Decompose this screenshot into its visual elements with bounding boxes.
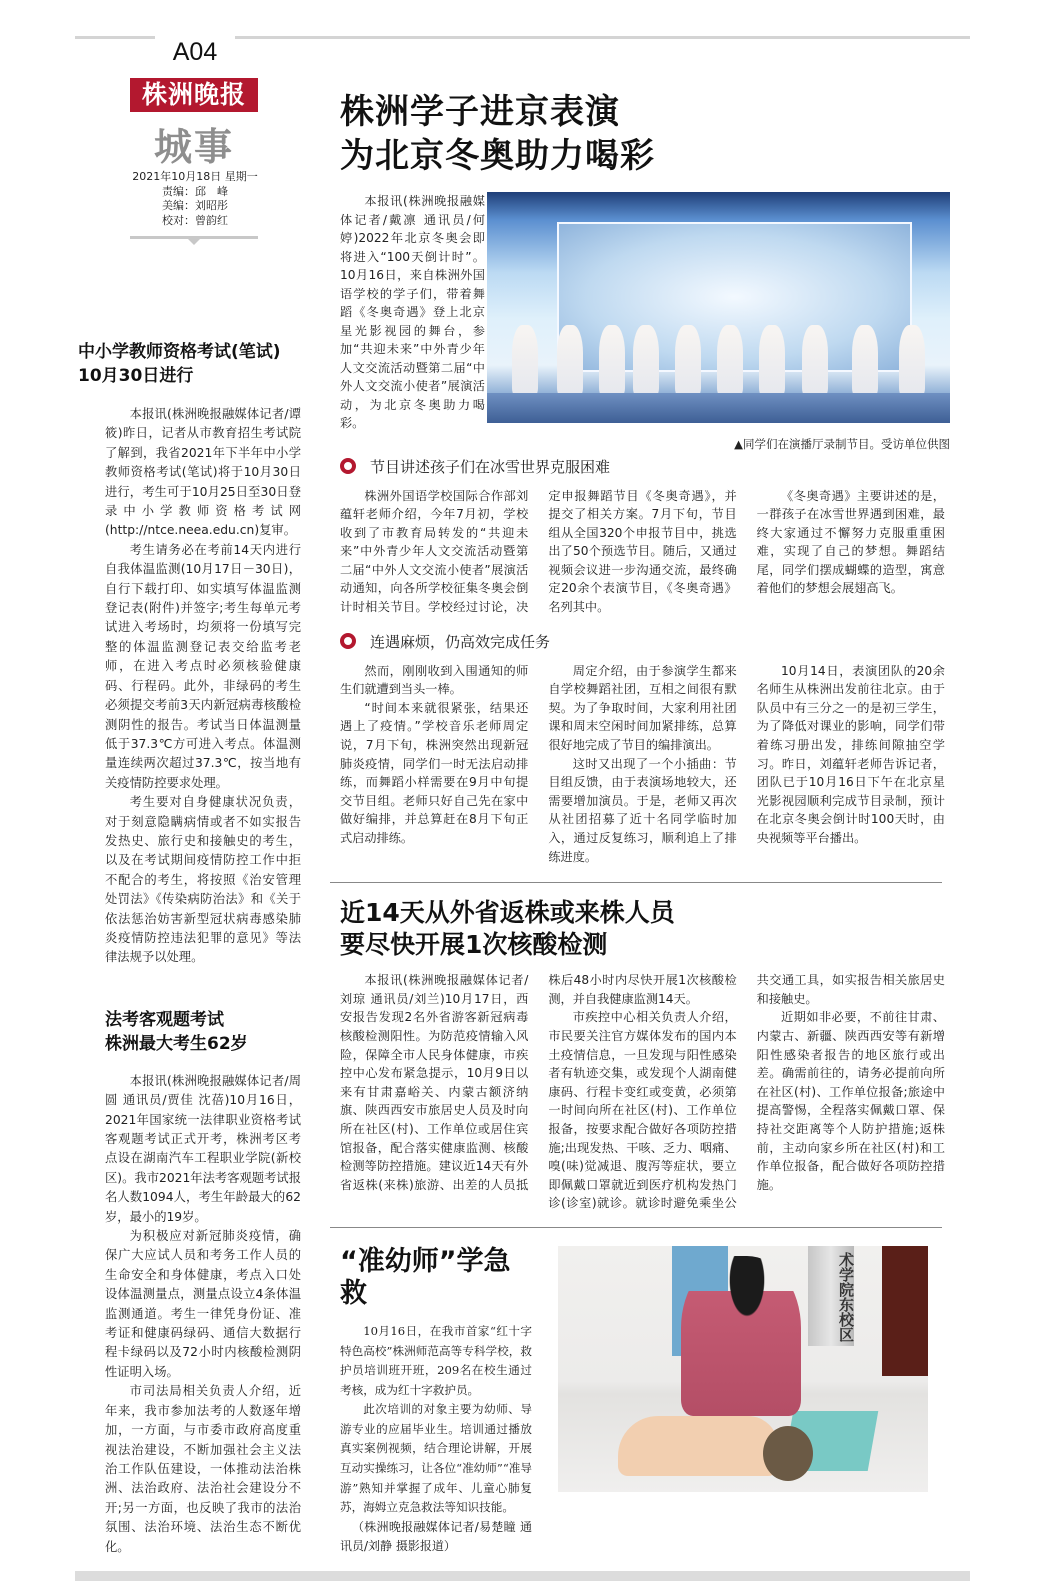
article-divider [330, 1227, 942, 1228]
main-headline [340, 90, 950, 178]
door [882, 1246, 928, 1376]
proofreader-credit: 校对：曾韵红 [162, 213, 228, 227]
paragraph: 《冬奥奇遇》主要讲述的是，一群孩子在冰雪世界遇到困难，最终大家通过不懈努力克服重重困难，实现了自己的梦想。舞蹈结尾，同学们摆成蝴蝶的造型，寓意着他们的梦想会展翅高飞。 [756, 488, 945, 596]
headline-line: 法考客观题考试 [105, 1009, 224, 1030]
article-law-exam [105, 1008, 303, 1557]
dancer-figure [759, 325, 785, 395]
bottom-rule [75, 1571, 970, 1581]
main-intro: 本报讯(株洲晚报融媒体记者/戴凛 通讯员/何婷)2022年北京冬奥会即将进入“100天倒计时”。10月16日，来自株洲外国语学校的学子们，带着舞蹈《冬奥奇遇》登上北京星光影视园的舞台，参加“共迎未来”中外青少年人文交流活动暨第二届“中外人文交流小使者”展演活动，为北京冬奥助力喝彩。 [340, 194, 485, 430]
article-teacher-exam [78, 340, 303, 968]
headline-line: 为北京冬奥助力喝彩 [340, 136, 655, 176]
section-2-body [340, 662, 945, 867]
manikin-head [763, 1426, 813, 1481]
paragraph: 这时又出现了一个小插曲：节目组反馈，由于表演场地较大，还需要增加演员。于是，老师又再次从社团招募了近十名同学临时加入，通过反复练习，顺利追上了排练进度。 [548, 756, 737, 864]
headline-line: 株洲最大考生62岁 [105, 1033, 248, 1054]
article-divider [330, 882, 942, 883]
dancer-figure [852, 325, 878, 395]
paragraph: 市疾控中心相关负责人介绍，市民要关注官方媒体发布的国内本土疫情信息，一旦发现与阳性感染者有轨迹交集，或发现个人湖南健康码、行程卡变红或变黄，必须第一时间向所在社区(村)、工作单位报备，按要求配合做好各项防控措施;出现发热、干咳、乏力、咽痛、嗅(味)觉减退、腹泻等症状，要立即佩戴口罩就近到医疗机构发热门诊(诊室)就诊。就诊时避免乘坐公共交通工具，如实报告相关旅居史和接触史。 [548, 973, 945, 1211]
stage-floor [487, 393, 950, 423]
dancer-figure [633, 325, 659, 395]
right-column [340, 90, 950, 1557]
section-name: 城事 [153, 124, 234, 169]
dancer-figure [599, 325, 625, 395]
subheading-text: 节目讲述孩子们在冰雪世界克服困难 [370, 457, 611, 476]
nucleic-test-headline [340, 897, 950, 961]
paragraph: 本报讯(株洲晚报融媒体记者/谭筱)昨日，记者从市教育招生考试院了解到，我省2021年下半年中小学教师资格考试(笔试)将于10月30日进行，考生可于10月25日至30日登录中小学教师资格考试网(http://ntce.neea.edu.cn)复审。 [105, 407, 301, 538]
red-ring-icon [340, 633, 356, 649]
page-body [78, 0, 1028, 1557]
paragraph: 10月14日，表演团队的20余名师生从株洲出发前往北京。由于队员中有三分之一的是初三学生，为了降低对课业的影响，同学们带着练习册出发，排练间隙抽空学习。昨日，刘蕴轩老师告诉记者，团队已于10月16日下午在北京星光影视园顺利完成节目录制，预计在北京冬奥会倒计时100天时，由央视频等平台播出。 [756, 663, 945, 845]
left-column [78, 90, 303, 1557]
paragraph: 考生要对自身健康状况负责，对于刻意隐瞒病情或者不如实报告发热史、旅行史和接触史的考生，以及在考试期间疫情防控工作中拒不配合的考生，将按照《治安管理处罚法》《传染病防治法》和《关于依法惩治妨害新型冠状病毒感染肺炎疫情防控违法犯罪的意见》等法律法规予以处理。 [105, 795, 301, 965]
paragraph: 然而，刚刚收到入围通知的师生们就遭到当头一棒。 [340, 663, 529, 697]
designer-credit: 美编：刘昭彤 [162, 199, 228, 212]
byline: （株洲晚报融媒体记者/易楚瞳 通讯员/刘静 摄影报道） [340, 1519, 532, 1554]
dancer-figure [717, 325, 743, 395]
first-aid-text [340, 1246, 532, 1557]
first-aid-article [340, 1246, 950, 1557]
page-number: A04 [172, 38, 218, 66]
dancer-figure [512, 325, 538, 395]
cpr-manikin [618, 1416, 778, 1476]
paragraph: 市司法局相关负责人介绍，近年来，我市参加法考的人数逐年增加，一方面，与市委市政府高度重视法治建设，不断加强社会主义法治工作队伍建设，一体推动法治株洲、法治政府、法治社会建设分不开;另一方面，也反映了我市的法治氛围、法治环境、法治生态不断优化。 [105, 1384, 301, 1554]
paragraph: 近期如非必要，不前往甘肃、内蒙古、新疆、陕西西安等有新增阳性感染者报告的地区旅行或出差。确需前往的，请务必提前向所在社区(村)、工作单位报备;旅途中提高警惕，全程落实佩戴口罩、保持社交距离等个人防护措施;返株前，主动向家乡所在社区(村)和工作单位报备，配合做好各项防控措施。 [756, 1010, 945, 1192]
subheading-2 [340, 631, 950, 652]
first-aid-training-photo [558, 1246, 928, 1492]
nucleic-test-body [340, 971, 945, 1213]
dancer-figure [802, 325, 828, 395]
headline [78, 340, 303, 388]
headline-line: 要尽快开展1次核酸检测 [340, 930, 608, 960]
dancer-figure [675, 325, 701, 395]
red-ring-icon [340, 458, 356, 474]
stage-performance-photo [487, 192, 950, 423]
first-aid-body [340, 1322, 532, 1557]
paragraph: “时间本来就很紧张，结果还遇上了疫情。”学校音乐老师周定说，7月下旬，株洲突然出现新冠肺炎疫情，同学们一时无法启动排练，而舞蹈小样需要在9月中旬提交节目组。老师只好自己先在家中做好编排，并总算赶在8月下旬正式启动排练。 [340, 700, 529, 845]
headline [105, 1008, 303, 1056]
dancer-figure [899, 325, 925, 395]
issue-date: 2021年10月18日 星期一 [132, 170, 258, 183]
paragraph: 此次培训的对象主要为幼师、导游专业的应届毕业生。培训通过播放真实案例视频，结合理论讲解，开展互动实操练习，让各位“准幼师”“准导游”熟知并掌握了成年、儿童心肺复苏，海姆立克急救法等知识技能。 [340, 1402, 532, 1515]
paragraph: 本报讯(株洲晚报融媒体记者/刘琼 通讯员/刘兰)10月17日，西安报告发现2名外省游客新冠病毒核酸检测阳性。为防范疫情输入风险，保障全市人民身体健康，市疾控中心发布紧急提示，10月9日以来有甘肃嘉峪关、内蒙古额济纳旗、陕西西安市旅居史人员及时向所在社区(村)、工作单位或居住宾馆报备，配合落实健康监测、核酸检测等防控措施。建议近14天有外省返株(来株)旅游、出差的人员抵株后48小时内尽快开展1次核酸检测，并自我健康监测14天。 [340, 973, 737, 1192]
paragraph: 株洲外国语学校国际合作部刘蕴轩老师介绍，今年7月初，学校收到了市教育局转发的“共迎未来”中外青少年人文交流活动暨第二届“中外人文交流小使者”展演活动通知，向各所学校征集冬奥会倒计时相关节目。学校经过讨论，决定申报舞蹈节目《冬奥奇遇》，并提交了相关方案。7月下旬，节目组从全国320个申报节目中，挑选出了50个预选节目。随后，又通过视频会议进一步沟通交流，最终确定20余个表演节目，《冬奥奇遇》名列其中。 [340, 488, 737, 615]
photo-caption: ▲同学们在演播厅录制节目。受访单位供图 [734, 436, 950, 451]
newspaper-logo: 株洲晚报 [130, 78, 258, 112]
intro-row [340, 192, 950, 433]
section-1-body [340, 487, 945, 617]
paragraph: 10月16日，在我市首家“红十字特色高校”株洲师范高等专科学校，救护员培训班开班，209名在校生通过考核，成为红十字救护员。 [340, 1323, 532, 1397]
editor-credit: 责编：邱 峰 [162, 184, 228, 198]
headline-line: 近14天从外省返株或来株人员 [340, 898, 675, 928]
paragraph: 为积极应对新冠肺炎疫情，确保广大应试人员和考务工作人员的生命安全和身体健康，考点入口处设体温测量点，测量点设立4条体温监测通道。考生一律凭身份证、准考证和健康码绿码、通信大数据行程卡绿码以及72小时内核酸检测阴性证明入场。 [105, 1229, 301, 1379]
student-figure [681, 1256, 801, 1416]
headline-line: 株洲学子进京表演 [340, 92, 620, 132]
dancer-figure [557, 325, 583, 395]
paragraph: 考生请务必在考前14天内进行自我体温监测(10月17日－30日)，自行下载打印、如实填写体温监测登记表(附件)并签字;考生每单元考试进入考场时，均须将一份填写完整的体温监测登记表交给监考老师，在进入考点时必须核验健康码、行程码。此外，非绿码的考生必须提交考前3天内新冠病毒核酸检测阴性的报告。考试当日体温测量低于37.3℃方可进入考点。体温测量连续两次超过37.3℃，按当地有关疫情防控要求处理。 [105, 542, 301, 790]
first-aid-headline: “准幼师”学急救 [340, 1245, 511, 1309]
article-body [105, 1072, 301, 1557]
paragraph: 周定介绍，由于参演学生都来自学校舞蹈社团，互相之间很有默契。为了争取时间，大家利用社团课和周末空闲时间加紧排练，总算很好地完成了节目的编排演出。 [548, 663, 737, 753]
subheading-1 [340, 456, 950, 477]
article-body [105, 405, 301, 968]
headline-line: 10月30日进行 [78, 366, 194, 386]
subheading-text: 连遇麻烦，仍高效完成任务 [370, 632, 551, 651]
campus-sign: 术学院东校区 [808, 1246, 854, 1346]
paragraph: 本报讯(株洲晚报融媒体记者/周圆 通讯员/贾佳 沈蓓)10月16日，2021年国家统一法律职业资格考试客观题考试正式开考，株洲考区考点设在湖南汽车工程职业学院(新校区)。我市2021年法考客观题考试报名人数1094人，考生年龄最大的62岁，最小的19岁。 [105, 1073, 301, 1224]
headline-line: 中小学教师资格考试(笔试) [78, 342, 281, 362]
